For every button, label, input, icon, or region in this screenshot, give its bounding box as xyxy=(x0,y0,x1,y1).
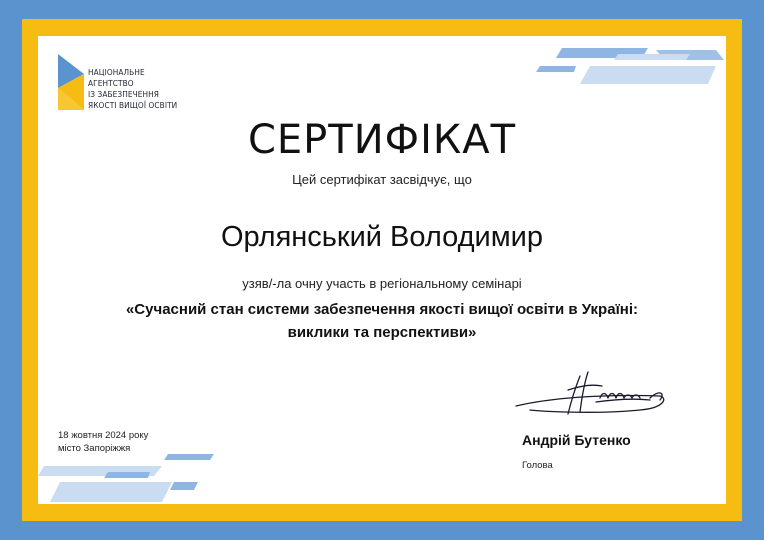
issue-place: місто Запоріжжя xyxy=(58,443,131,454)
agency-name-line: ІЗ ЗАБЕЗПЕЧЕННЯ xyxy=(88,89,160,99)
agency-logo-icon xyxy=(56,52,86,112)
event-title-line: «Сучасний стан системи забезпечення якості вищої освіти в Україні: xyxy=(125,301,639,318)
certificate-subtitle: Цей сертифікат засвідчує, що xyxy=(292,172,472,187)
signature-image xyxy=(510,368,670,424)
agency-name-line: АГЕНТСТВО xyxy=(88,78,134,88)
event-title-line: виклики та перспективи» xyxy=(287,324,477,341)
issue-info xyxy=(58,429,148,455)
certificate-title xyxy=(0,115,764,163)
agency-name-line: НАЦІОНАЛЬНЕ xyxy=(88,67,145,77)
participation-text: узяв/-ла очну участь в регіональному семінарі xyxy=(242,276,522,291)
recipient-name: Орлянський Володимир xyxy=(220,221,544,253)
agency-name xyxy=(88,67,177,111)
title-lettering xyxy=(247,115,517,163)
decorative-stripes-top xyxy=(530,44,726,92)
signer-role: Голова xyxy=(522,460,553,471)
issue-date: 18 жовтня 2024 року xyxy=(58,430,149,441)
signer-name: Андрій Бутенко xyxy=(522,432,631,448)
agency-name-line: ЯКОСТІ ВИЩОЇ ОСВІТИ xyxy=(88,100,178,110)
decorative-stripes-bottom xyxy=(38,450,218,504)
event-title xyxy=(70,298,694,344)
title-text: СЕРТИФІКАТ xyxy=(247,117,517,163)
